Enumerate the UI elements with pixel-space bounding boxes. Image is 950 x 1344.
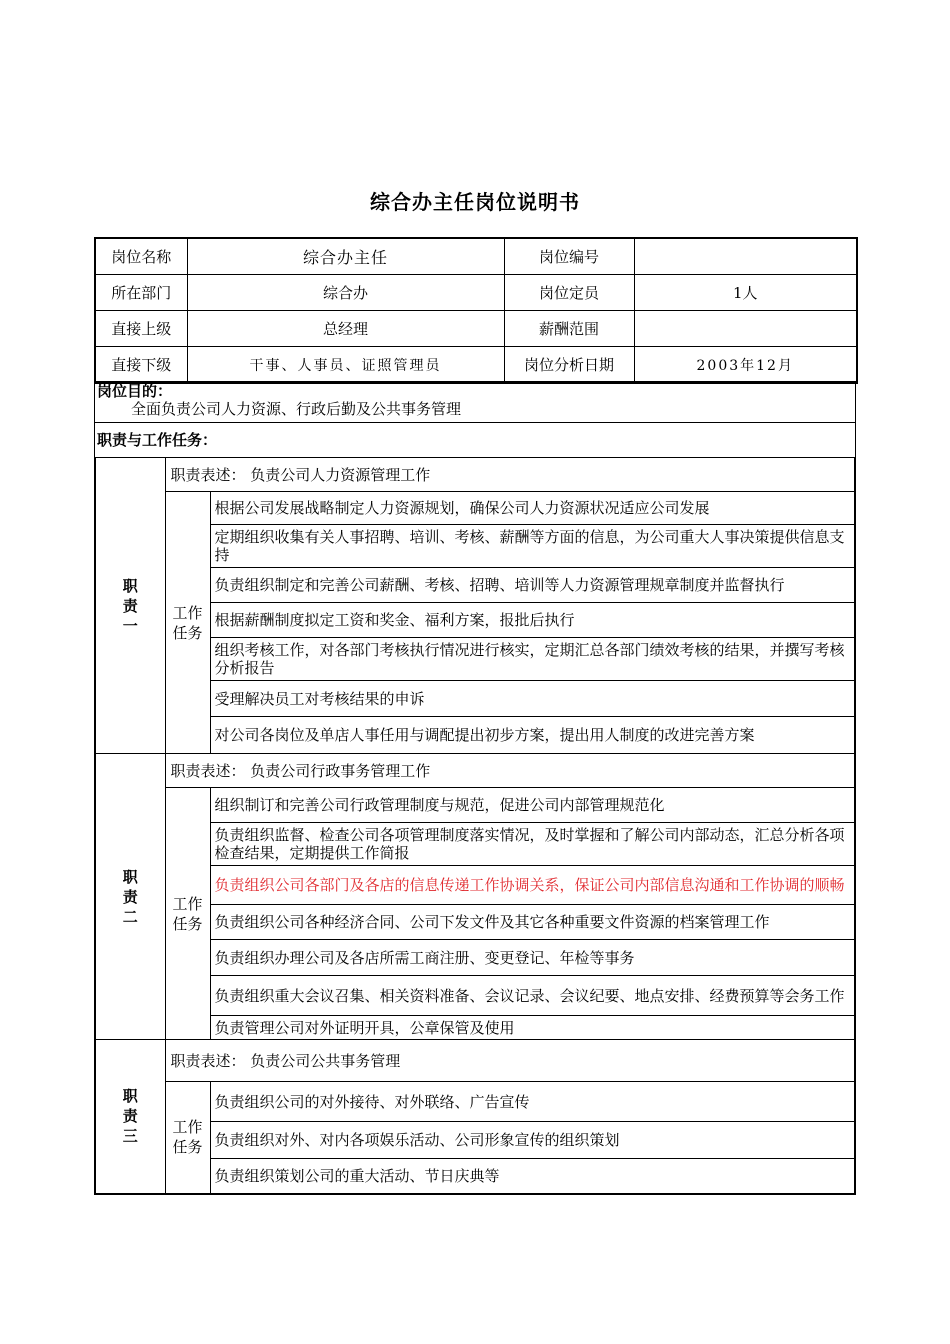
duty-description: 职责表述： 负责公司行政事务管理工作: [165, 754, 855, 788]
task-item: 负责组织公司各种经济合同、公司下发文件及其它各种重要文件资源的档案管理工作: [210, 905, 855, 940]
document-title: 综合办主任岗位说明书: [370, 190, 580, 214]
subordinate-label: 直接下级: [95, 347, 187, 384]
analysis-date-label: 岗位分析日期: [504, 347, 634, 384]
info-row: [95, 347, 857, 384]
task-item: 组织制订和完善公司行政管理制度与规范，促进公司内部管理规范化: [210, 788, 855, 823]
task-label: 工作 任务: [165, 492, 210, 754]
dept-label: 所在部门: [95, 275, 187, 311]
headcount-value: 1人: [634, 275, 857, 311]
duty-description: 职责表述： 负责公司人力资源管理工作: [165, 458, 855, 492]
headcount-label: 岗位定员: [504, 275, 634, 311]
task-item: 负责组织对外、对内各项娱乐活动、公司形象宣传的组织策划: [210, 1122, 855, 1159]
duties-label: 职责与工作任务：: [97, 431, 218, 449]
duty-description: 职责表述： 负责公司公共事务管理: [165, 1040, 855, 1082]
job-code-value: [634, 238, 857, 275]
task-item: 根据薪酬制度拟定工资和奖金、福利方案，报批后执行: [210, 603, 855, 638]
salary-label: 薪酬范围: [504, 311, 634, 347]
task-item: 负责管理公司对外证明开具，公章保管及使用: [210, 1016, 855, 1040]
info-row: [95, 275, 857, 311]
duty-block: [94, 753, 856, 1040]
dept-value: 综合办: [187, 275, 504, 311]
superior-value: 总经理: [187, 311, 504, 347]
duty-label: 职 责 一: [95, 458, 165, 754]
duty-block: [94, 457, 856, 754]
duties-header: [94, 422, 856, 458]
task-item: 负责组织策划公司的重大活动、节日庆典等: [210, 1159, 855, 1194]
duty-block: [94, 1039, 856, 1195]
task-label: 工作 任务: [165, 1082, 210, 1194]
task-item: 负责组织办理公司及各店所需工商注册、变更登记、年检等事务: [210, 940, 855, 976]
task-item: 受理解决员工对考核结果的申诉: [210, 681, 855, 717]
task-item: 根据公司发展战略制定人力资源规划，确保公司人力资源状况适应公司发展: [210, 492, 855, 525]
job-name-value: 综合办主任: [187, 238, 504, 275]
info-row: [95, 311, 857, 347]
task-item: 负责组织重大会议召集、相关资料准备、会议记录、会议纪要、地点安排、经费预算等会务工作: [210, 976, 855, 1016]
duty-label: 职 责 三: [95, 1040, 165, 1194]
purpose-label: 岗位目的：: [97, 382, 173, 400]
superior-label: 直接上级: [95, 311, 187, 347]
purpose-text: 全面负责公司人力资源、行政后勤及公共事务管理: [131, 400, 462, 418]
task-item-highlighted: 负责组织公司各部门及各店的信息传递工作协调关系，保证公司内部信息沟通和工作协调的顺畅: [210, 866, 855, 905]
task-item: 负责组织监督、检查公司各项管理制度落实情况，及时掌握和了解公司内部动态，汇总分析各项检查结果，定期提供工作简报: [210, 823, 855, 866]
duty-label: 职 责 二: [95, 754, 165, 1040]
task-item: 负责组织公司的对外接待、对外联络、广告宣传: [210, 1082, 855, 1122]
job-name-label: 岗位名称: [95, 238, 187, 275]
analysis-date-value: 2003年12月: [634, 347, 857, 384]
task-item: 定期组织收集有关人事招聘、培训、考核、薪酬等方面的信息，为公司重大人事决策提供信息支持: [210, 525, 855, 568]
job-code-label: 岗位编号: [504, 238, 634, 275]
task-label: 工作 任务: [165, 788, 210, 1040]
task-item: 组织考核工作，对各部门考核执行情况进行核实，定期汇总各部门绩效考核的结果，并撰写考核分析报告: [210, 638, 855, 681]
job-info-table: [94, 237, 858, 384]
purpose-section: [94, 381, 856, 423]
info-row: [95, 238, 857, 275]
task-item: 对公司各岗位及单店人事任用与调配提出初步方案，提出用人制度的改进完善方案: [210, 717, 855, 754]
task-item: 负责组织制定和完善公司薪酬、考核、招聘、培训等人力资源管理规章制度并监督执行: [210, 568, 855, 603]
salary-value: [634, 311, 857, 347]
subordinate-value: 干事、人事员、证照管理员: [187, 347, 504, 384]
